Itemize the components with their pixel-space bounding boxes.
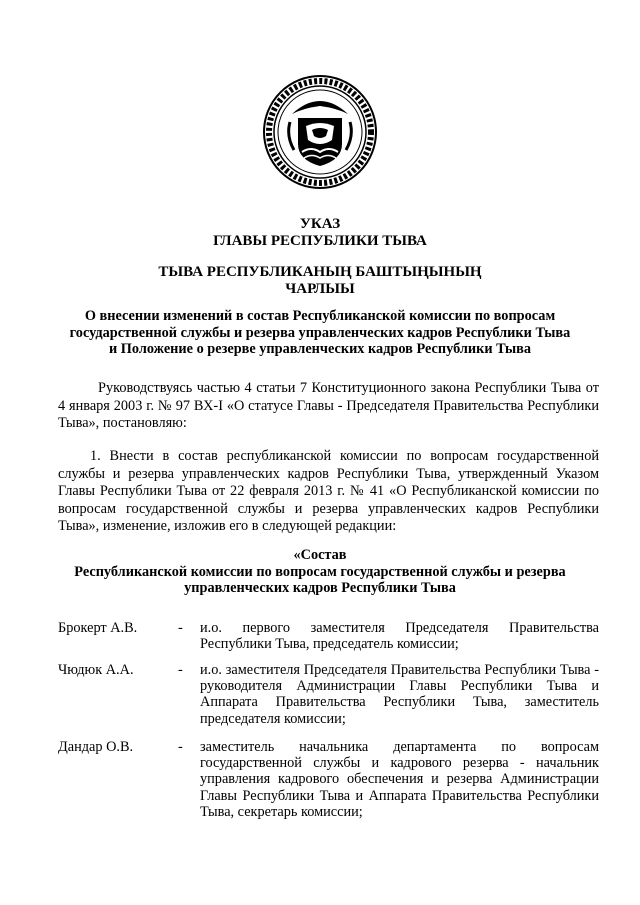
clause-1-paragraph: 1. Внести в состав республиканской комиссии по вопросам государственной службы и резерва управленческих кадров Республики Тыва, утвержденный Указом Главы Республики Тыва от 22 февраля 2013 г. № 41 «О Республиканской комиссии по вопросам государственной службы и резерва управленческих кадров Республики Тыва», изменение, изложив его в следующей редакции: bbox=[58, 448, 599, 535]
decree-subject-line2: государственной службы и резерва управленческих кадров Республики Тыва bbox=[69, 324, 571, 341]
preamble-paragraph: Руководствуясь частью 4 статьи 7 Конституционного закона Республики Тыва от 4 января 2003 г. № 97 ВХ-I «О статусе Главы - Председателя Правительства Республики Тыва», постановляю: bbox=[58, 380, 599, 432]
decree-title-tuvan-line1: ТЫВА РЕСПУБЛИКАНЫҢ БАШТЫҢЫНЫҢ bbox=[158, 264, 482, 280]
decree-title-tuvan bbox=[40, 264, 600, 298]
tuva-coat-of-arms-icon bbox=[262, 74, 378, 190]
decree-title-line2: ГЛАВЫ РЕСПУБЛИКИ ТЫВА bbox=[213, 233, 427, 249]
composition-heading-line1: «Состав bbox=[293, 547, 347, 563]
decree-subject-line1: О внесении изменений в состав Республиканской комиссии по вопросам bbox=[84, 308, 556, 324]
member-name: Дандар О.В. bbox=[58, 739, 134, 755]
decree-title-tuvan-line2: ЧАРЛЫЫ bbox=[285, 281, 355, 297]
member-dash: - bbox=[178, 739, 183, 755]
composition-heading-line3: управленческих кадров Республики Тыва bbox=[184, 580, 456, 596]
decree-subject bbox=[40, 308, 600, 358]
decree-title bbox=[40, 216, 600, 250]
composition-heading-line2: Республиканской комиссии по вопросам государственной службы и резерва bbox=[74, 563, 566, 580]
member-role: и.о. заместителя Председателя Правительства Республики Тыва - руководителя Администрации Главы Республики Тыва и Аппарата Правительства Республики Тыва, заместитель председателя комиссии; bbox=[200, 662, 599, 727]
member-role: и.о. первого заместителя Председателя Правительства Республики Тыва, председатель комиссии; bbox=[200, 620, 599, 653]
member-name: Брокерт А.В. bbox=[58, 620, 138, 636]
composition-heading bbox=[30, 547, 610, 597]
member-dash: - bbox=[178, 662, 183, 678]
member-name: Чюдюк А.А. bbox=[58, 662, 134, 678]
member-role: заместитель начальника департамента по вопросам государственной службы и кадрового резерва - начальник управления кадрового обеспечения и резерва Администрации Главы Республики Тыва и Аппарата Правительства Республики Тыва, секретарь комиссии; bbox=[200, 739, 599, 820]
decree-title-line1: УКАЗ bbox=[299, 216, 341, 232]
member-dash: - bbox=[178, 620, 183, 636]
decree-subject-line3: и Положение о резерве управленческих кадров Республики Тыва bbox=[108, 341, 532, 357]
